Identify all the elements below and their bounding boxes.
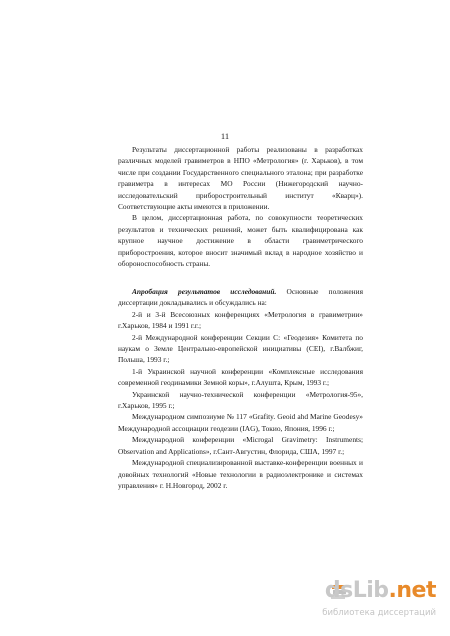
dslib-watermark	[322, 578, 436, 626]
watermark-logo	[325, 578, 436, 603]
approbation-heading: Апробация результатов исследований.	[132, 287, 277, 296]
approbation-item: Международном симпозиуме № 117 «Grafity. Geoid ahd Marine Geodesy» Международной ассоциации геодезии (IAG), Токио, Япония, 1996 г.;	[118, 412, 363, 433]
approbation-intro: Основные положения диссертации докладывались и обсуждались на:	[118, 287, 363, 308]
approbation-item: Международной специализированной выставке-конференции военных и довойных технологий «Новые технологии в радиоэлектронике и системах управления» г. Н.Новгород, 2002 г.	[118, 458, 363, 490]
approbation-item: 2-й Международной конференции Секции С: «Геодезия» Комитета по наукам о Земле Центрально-европейской инициативы (CEI), г.Валбжиг, Польша, 1993 г.;	[118, 332, 363, 365]
approbation-item: Украинской научно-технической конференции «Метрология-95», г.Харьков, 1995 г.;	[118, 389, 363, 411]
approbation-item: Международной конференции «Microgal Gravimetry: Instruments; Observation and Applications», г.Сант-Августин, Флорида, США, 1997 г.;	[118, 435, 363, 456]
approbation-section	[118, 286, 363, 491]
results-section	[118, 144, 363, 269]
paragraph-conclusion: В целом, диссертационная работа, по совокупности теоретических результатов и технических решений, может быть квалифицирована как крупное научное достижение в области гравиметрического приборостроения, которое вносит значимый вклад в народное хозяйство и обороноспособность страны.	[118, 213, 363, 269]
approbation-item: 2-й и 3-й Всесоюзных конференциях «Метрология в гравиметрии» г.Харьков, 1984 и 1991 г.г.;	[118, 309, 363, 331]
watermark-caption: библиотека диссертаций	[322, 608, 436, 618]
page-number: 11	[220, 131, 230, 141]
paragraph-implementation: Результаты диссертационной работы реализованы в разработках различных моделей гравиметров в НПО «Метрология» (г. Харьков), в том числе при создании Государственного специального эталона; при разработке гравиметра в интересах МО России (Нижегородский научно-исследовательский приборостроительный институт «Кварц»). Соответствующие акты имеются в приложении.	[118, 145, 363, 212]
watermark-logo-tld: .net	[388, 578, 436, 603]
approbation-item: 1-й Украинской научной конференции «Комплексные исследования современной геодинамики Земной коры», г.Алушта, Крым, 1993 г.;	[118, 366, 363, 388]
approbation-intro-paragraph	[118, 286, 363, 309]
watermark-logo-main: dsLib	[324, 578, 389, 603]
